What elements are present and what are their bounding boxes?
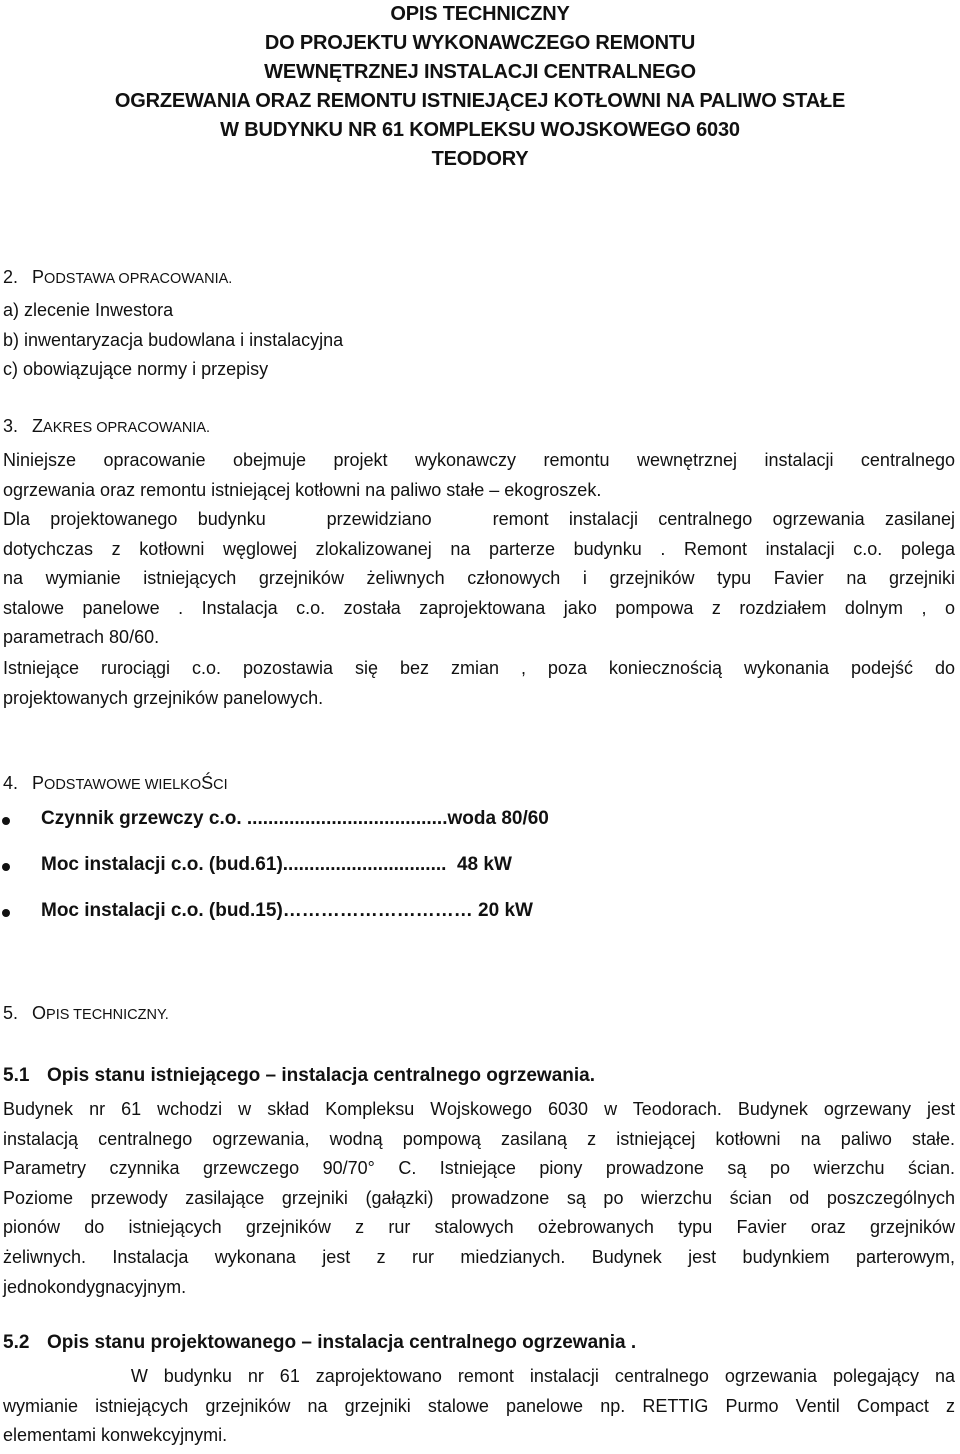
paragraph-line: na wymianie istniejących grzejników żeliwnych członowych i grzejników typu Favier na grzejniki [3,568,955,589]
paragraph-line: Istniejące rurociągi c.o. pozostawia się bez zmian , poza koniecznością wykonania podejść do [3,658,955,678]
paragraph-line: projektowanych grzejników panelowych. [3,687,324,708]
paragraph-line: W budynku nr 61 zaprojektowano remont instalacji centralnego ogrzewania polegający na [3,1366,956,1386]
section-3-heading [3,415,210,439]
list-item [0,806,960,836]
section-3-paragraph-1 [3,446,955,505]
section-3-paragraph-3 [3,654,955,713]
section-4-heading [3,772,228,796]
paragraph-line: jednokondygnacyjnym. [3,1276,187,1297]
title-line-5: W BUDYNKU NR 61 KOMPLEKSU WOJSKOWEGO 6030 [220,119,740,141]
title-line-6: TEODORY [431,148,529,170]
paragraph-line: ogrzewania oraz remontu istniejącej kotłowni na paliwo stałe – ekogroszek. [3,479,602,500]
paragraph-line: żeliwnych. Instalacja wykonana jest z rur miedzianych. Budynek jest budynkiem parterowym, [3,1246,955,1267]
heading-first-letter: O [32,1003,47,1023]
heading-first-letter: P [32,267,45,287]
section-5-heading [3,1002,169,1026]
subsection-5-1-paragraph [3,1095,955,1302]
title-line-2: DO PROJEKTU WYKONAWCZEGO REMONTU [264,32,696,54]
paragraph-line: wymianie istniejących grzejników na grzejniki stalowe panelowe np. RETTIG Purmo Ventil Compact z [3,1395,955,1416]
list-item [0,898,960,928]
list-item: b) inwentaryzacja budowlana i instalacyjna [3,329,344,350]
subsection-title: Opis stanu projektowanego – instalacja centralnego ogrzewania . [47,1332,637,1353]
list-item: c) obowiązujące normy i przepisy [3,359,269,380]
list-item [0,852,960,882]
subsection-5-2-heading [3,1331,637,1355]
paragraph-line: pionów do istniejących grzejników z rur stalowych ożebrowanych typu Favier oraz grzejników [3,1217,955,1238]
subsection-number: 5.2 [3,1332,30,1353]
section-number: 5. [3,1003,19,1023]
heading-letter: Ś [201,773,214,793]
subsection-5-2-paragraph [3,1362,955,1451]
title-line-1: OPIS TECHNICZNY [390,3,570,25]
section-3-paragraph-2 [3,505,955,653]
paragraph-line: parametrach 80/60. [3,627,160,648]
bullet-text: Moc instalacji c.o. (bud.61)............................... 48 kW [41,854,512,875]
heading-rest: AKRES OPRACOWANIA. [43,420,211,436]
heading-rest: PIS TECHNICZNY. [46,1007,169,1023]
subsection-5-1-heading [3,1064,596,1088]
section-2-list [3,296,955,385]
paragraph-line: stalowe panelowe . Instalacja c.o. została zaprojektowana jako pompowa z rozdziałem dolnym , o [3,597,955,618]
subsection-title: Opis stanu istniejącego – instalacja centralnego ogrzewania. [47,1065,596,1086]
paragraph-line: Budynek nr 61 wchodzi w skład Kompleksu Wojskowego 6030 w Teodorach. Budynek ogrzewany jest [3,1099,955,1119]
paragraph-line: dotychczas z kotłowni węglowej zlokalizowanej na parterze budynku . Remont instalacji c.o. polega [3,538,955,559]
subsection-number: 5.1 [3,1065,30,1086]
title-line-4: OGRZEWANIA ORAZ REMONTU ISTNIEJĄCEJ KOTŁOWNI NA PALIWO STAŁE [114,90,846,112]
title-line-3: WEWNĘTRZNEJ INSTALACJI CENTRALNEGO [264,61,696,83]
paragraph-line: Parametry czynnika grzewczego 90/70° C. Istniejące piony prowadzone są po wierzchu ścian. [3,1158,955,1179]
paragraph-line: instalacją centralnego ogrzewania, wodną pompową zasilaną z istniejącej kotłowni na paliwo stałe. [3,1128,955,1149]
heading-rest: ODSTAWA OPRACOWANIA. [44,271,233,287]
section-2-heading [3,266,232,290]
paragraph-line: elementami konwekcyjnymi. [3,1425,228,1446]
bullet-text: Moc instalacji c.o. (bud.15)………………………… 20 kW [41,900,533,921]
paragraph-line: Poziome przewody zasilające grzejniki (gałązki) prowadzone są po wierzchu ścian od poszczególnych [3,1187,955,1208]
section-number: 4. [3,773,19,793]
list-item: a) zlecenie Inwestora [3,300,174,320]
paragraph-line: Dla projektowanego budynku przewidziano remont instalacji centralnego ogrzewania zasilanej [3,509,955,529]
section-number: 3. [3,416,19,436]
bullet-text: Czynnik grzewczy c.o. ......................................woda 80/60 [41,808,549,829]
bullet-icon [2,817,10,825]
heading-rest: ODSTAWOWE WIELKO [44,777,202,793]
bullet-icon [2,909,10,917]
section-number: 2. [3,267,19,287]
heading-first-letter: P [32,773,45,793]
paragraph-line: Niniejsze opracowanie obejmuje projekt wykonawczy remontu wewnętrznej instalacji centralnego [3,450,955,470]
heading-rest-end: CI [213,777,228,793]
heading-first-letter: Z [32,416,44,436]
bullet-icon [2,863,10,871]
